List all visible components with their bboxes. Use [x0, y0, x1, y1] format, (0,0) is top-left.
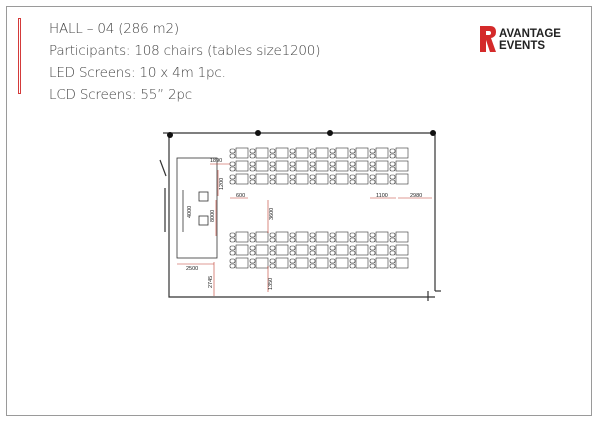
chair: [290, 162, 295, 166]
led-screens-text: LED Screens: 10 x 4m 1pc.: [49, 65, 226, 81]
logo-line1: AVANTAGE: [499, 28, 561, 40]
chair: [270, 162, 275, 166]
chair: [230, 233, 235, 237]
chair: [270, 238, 275, 242]
chair: [250, 259, 255, 263]
chair: [350, 154, 355, 158]
table: [256, 232, 268, 242]
chair: [330, 154, 335, 158]
dim-3600: 3600: [269, 207, 275, 220]
chair: [230, 238, 235, 242]
chair: [290, 175, 295, 179]
chair: [330, 251, 335, 255]
table: [376, 245, 388, 255]
chair: [350, 233, 355, 237]
chair: [350, 251, 355, 255]
chair: [230, 246, 235, 250]
chair: [350, 162, 355, 166]
chair: [310, 149, 315, 153]
chair: [350, 259, 355, 263]
table: [396, 161, 408, 171]
chair: [250, 167, 255, 171]
chair: [310, 154, 315, 158]
chair: [270, 259, 275, 263]
table: [336, 161, 348, 171]
table: [356, 148, 368, 158]
chair: [350, 238, 355, 242]
table: [356, 245, 368, 255]
chair: [270, 264, 275, 268]
table: [276, 161, 288, 171]
chair: [350, 149, 355, 153]
table: [256, 174, 268, 184]
chair: [370, 162, 375, 166]
chair: [310, 259, 315, 263]
chair: [250, 246, 255, 250]
chair: [290, 264, 295, 268]
chair: [290, 233, 295, 237]
dimension-labels: [186, 158, 422, 290]
table: [236, 148, 248, 158]
dim-4000: 4000: [187, 205, 193, 218]
chair: [350, 167, 355, 171]
table: [376, 174, 388, 184]
hall-title: HALL – 04 (286 m2): [49, 21, 179, 37]
table: [336, 258, 348, 268]
table: [236, 161, 248, 171]
table: [296, 245, 308, 255]
chair: [270, 251, 275, 255]
table: [236, 245, 248, 255]
table: [376, 161, 388, 171]
dim-1200: 1200: [219, 177, 225, 190]
chair: [370, 154, 375, 158]
table: [356, 232, 368, 242]
table: [396, 174, 408, 184]
chair: [390, 233, 395, 237]
chair: [350, 175, 355, 179]
chair: [350, 264, 355, 268]
chair: [250, 180, 255, 184]
chair: [270, 180, 275, 184]
chair: [290, 251, 295, 255]
chair: [310, 162, 315, 166]
dim-1890: 1890: [210, 158, 223, 164]
table: [396, 258, 408, 268]
chair: [390, 251, 395, 255]
chair: [270, 246, 275, 250]
chair: [270, 233, 275, 237]
table: [296, 232, 308, 242]
table: [396, 245, 408, 255]
table: [316, 174, 328, 184]
chair: [310, 238, 315, 242]
chair: [230, 154, 235, 158]
chair: [270, 175, 275, 179]
chair: [330, 162, 335, 166]
dim-2745: 2745: [208, 275, 214, 288]
chair: [310, 251, 315, 255]
table: [256, 245, 268, 255]
chair: [390, 167, 395, 171]
table: [276, 148, 288, 158]
table: [276, 232, 288, 242]
chair: [390, 180, 395, 184]
lcd-screens-text: LCD Screens: 55” 2pc: [49, 87, 192, 103]
chair: [370, 180, 375, 184]
table: [396, 232, 408, 242]
chair: [250, 162, 255, 166]
chair: [370, 246, 375, 250]
chair: [230, 251, 235, 255]
chair: [290, 154, 295, 158]
chair: [350, 180, 355, 184]
chair: [270, 154, 275, 158]
chair: [290, 238, 295, 242]
table: [276, 174, 288, 184]
table: [336, 174, 348, 184]
chair: [290, 246, 295, 250]
chair: [310, 167, 315, 171]
chair: [270, 167, 275, 171]
chair: [290, 259, 295, 263]
chair: [310, 180, 315, 184]
table: [336, 232, 348, 242]
table: [316, 245, 328, 255]
chair: [350, 246, 355, 250]
chair: [370, 238, 375, 242]
chair: [270, 149, 275, 153]
table: [356, 174, 368, 184]
chair: [290, 167, 295, 171]
chair: [330, 167, 335, 171]
table: [236, 258, 248, 268]
chair: [250, 238, 255, 242]
chair: [250, 175, 255, 179]
chair: [330, 233, 335, 237]
table: [316, 148, 328, 158]
chair: [390, 162, 395, 166]
chair: [230, 175, 235, 179]
table: [396, 148, 408, 158]
table: [296, 258, 308, 268]
table: [256, 258, 268, 268]
chair: [310, 264, 315, 268]
chair: [390, 154, 395, 158]
chair: [230, 264, 235, 268]
dim-1350: 1350: [268, 277, 274, 290]
chair: [390, 238, 395, 242]
table: [236, 174, 248, 184]
table: [256, 148, 268, 158]
stage: [177, 158, 217, 258]
chair: [390, 175, 395, 179]
chair: [370, 233, 375, 237]
table: [256, 161, 268, 171]
dim-2500: 2500: [186, 266, 199, 272]
dim-1100: 1100: [376, 193, 388, 199]
chair: [230, 149, 235, 153]
chair: [330, 246, 335, 250]
chair: [230, 180, 235, 184]
chair: [390, 149, 395, 153]
table: [356, 258, 368, 268]
chair: [330, 180, 335, 184]
chair: [330, 264, 335, 268]
pillars: [167, 130, 436, 138]
table: [376, 232, 388, 242]
chair: [310, 246, 315, 250]
chair: [330, 259, 335, 263]
table: [316, 232, 328, 242]
dim-600: 600: [236, 193, 246, 199]
chair: [370, 167, 375, 171]
chair: [330, 175, 335, 179]
chair: [390, 246, 395, 250]
chair: [250, 154, 255, 158]
chair: [330, 149, 335, 153]
table: [376, 258, 388, 268]
chair: [330, 238, 335, 242]
chair: [230, 162, 235, 166]
chair: [250, 264, 255, 268]
table: [356, 161, 368, 171]
dim-8000: 8000: [210, 209, 216, 222]
table: [336, 148, 348, 158]
chair: [370, 175, 375, 179]
chair: [250, 233, 255, 237]
dim-2980: 2980: [410, 193, 423, 199]
table: [296, 148, 308, 158]
participants-text: Participants: 108 chairs (tables size1200): [49, 43, 321, 59]
table: [336, 245, 348, 255]
chair: [230, 167, 235, 171]
table: [316, 258, 328, 268]
chair: [230, 259, 235, 263]
chair: [310, 233, 315, 237]
chair: [370, 259, 375, 263]
chair: [310, 175, 315, 179]
table: [276, 258, 288, 268]
table: [316, 161, 328, 171]
logo-line2: EVENTS: [499, 40, 546, 52]
chair: [370, 251, 375, 255]
table: [296, 174, 308, 184]
table: [376, 148, 388, 158]
chair: [250, 149, 255, 153]
seating-layout: [230, 148, 408, 268]
table: [276, 245, 288, 255]
table: [296, 161, 308, 171]
chair: [390, 264, 395, 268]
chair: [290, 180, 295, 184]
chair: [370, 264, 375, 268]
chair: [370, 149, 375, 153]
chair: [250, 251, 255, 255]
chair: [390, 259, 395, 263]
table: [236, 232, 248, 242]
chair: [290, 149, 295, 153]
